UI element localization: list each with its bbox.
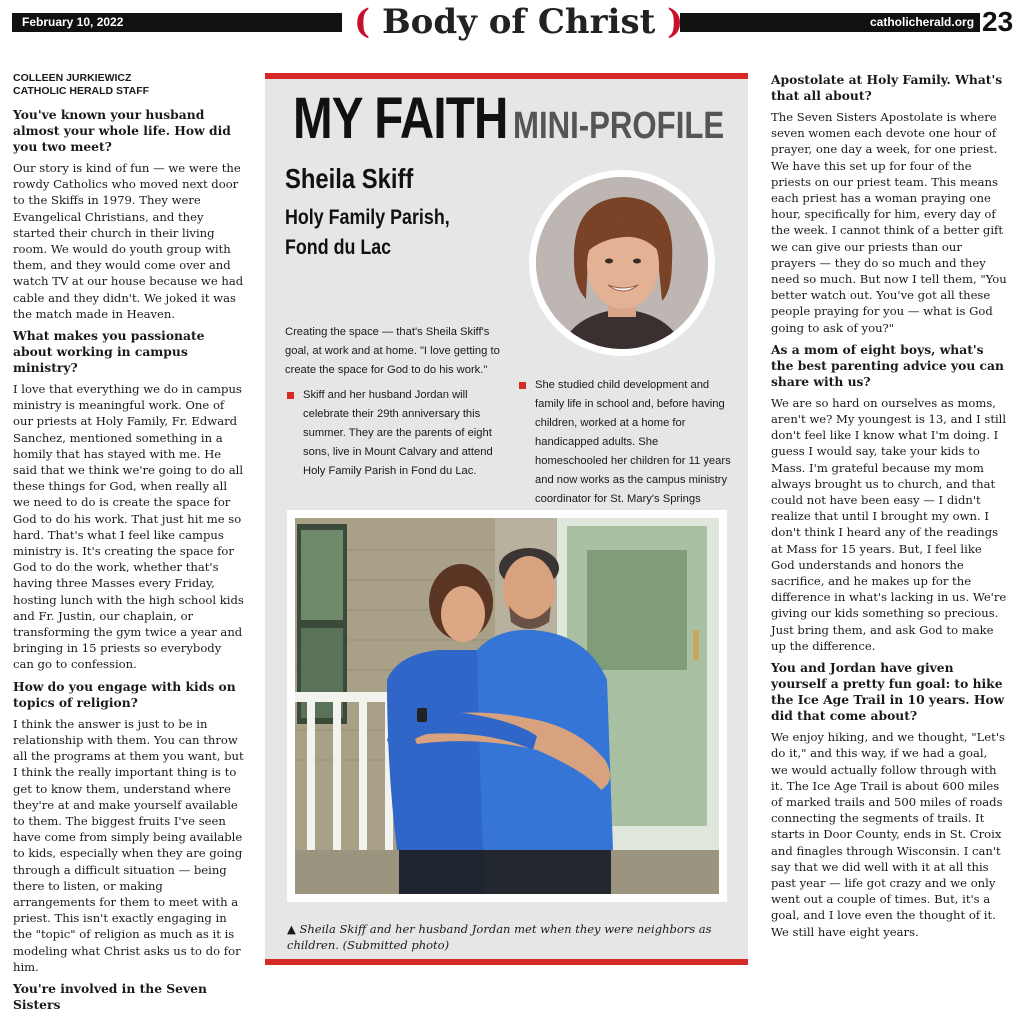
caption-triangle-icon: ▲ bbox=[287, 922, 296, 936]
bullet-item bbox=[285, 386, 515, 481]
byline-author: COLLEEN JURKIEWICZ bbox=[13, 72, 132, 84]
accent-rule-bottom bbox=[265, 959, 748, 965]
profile-intro: Creating the space — that's Sheila Skiff's goal, at work and at home. "I love getting to create the space for God to do his work." bbox=[285, 326, 500, 376]
section-title-text: Body of Christ bbox=[381, 2, 656, 42]
profile-bullet bbox=[285, 386, 515, 481]
couple-photo bbox=[287, 510, 727, 902]
bullet-item bbox=[517, 376, 732, 528]
bullet-square-icon bbox=[519, 382, 526, 389]
mini-profile-box bbox=[265, 73, 748, 965]
bullet-square-icon bbox=[287, 392, 294, 399]
accent-rule-top bbox=[265, 73, 748, 79]
answer: We enjoy hiking, and we thought, "Let's do it," and this way, if we had a goal, we would actually follow through with it. The Ice Age Trail is about 600 miles of marked trails and 500 miles of roads connecting the segments of trails. It starts in Door County, ends in St. Croix and finagles through Wisconsin. I can't say that we did well with it at all this past year — life got crazy and we only went out a couple of times. But, it's a goal, and I love even the thought of it. We still have eight years. bbox=[771, 730, 1005, 939]
answer: We are so hard on ourselves as moms, aren't we? My youngest is 13, and I still don't feel like I know what I'm doing. I guess I would say, take your kids to Mass. I'm grateful because my mom always brought us to church, and that could not have been easy — I didn't realize that until I brought my own. I don't think I heard any of the readings at Mass for 15 years. But, I feel like God understands and honors the sacrifice, and he makes up for the difference in what's lacking in us. We're giving our kids something so precious. Just bring them, and ask God to make up the difference. bbox=[771, 395, 1007, 653]
question: You and Jordan have given yourself a pretty fun goal: to hike the Ice Age Trail in 10 years. How did that come about? bbox=[771, 660, 1005, 724]
right-column bbox=[771, 72, 1007, 946]
byline-affiliation: CATHOLIC HERALD STAFF bbox=[13, 85, 150, 97]
answer: The Seven Sisters Apostolate is where seven women each devote one hour of prayer, one day a week, for one priest. We have this set up for four of the priests on our priest team. This means each priest has a woman praying one hour, specifically for him, every day of the week. I cannot think of a better gift we can give our priests than our prayers — they do so much and they need so much. But now I tell them, "You better watch out. You've got all these people praying for you — what is God going to ask of you?" bbox=[771, 110, 1007, 335]
site-url: catholicherald.org bbox=[870, 15, 975, 29]
question: You've known your husband almost your whole life. How did you two meet? bbox=[13, 107, 231, 154]
left-column bbox=[13, 72, 245, 1018]
masthead bbox=[12, 2, 1014, 42]
byline bbox=[13, 72, 245, 98]
photo-caption bbox=[287, 921, 727, 953]
answer: I love that everything we do in campus ministry is meaningful work. One of our priests at Holy Family, Fr. Edward Sanchez, mentioned something in a homily that has stayed with me. He said that we think we're going to do all these things for God, when really all we need to do is create the space for God to do his work. That just hit me so hard. That's what I feel like campus ministry is. It's creating the space for God to do the work, whether that's having three Masses every Friday, hosting lunch with the high school kids and Fr. Justin, our chaplain, or transforming the gym twice a year and bringing in 15 priests so everybody can go to confession. bbox=[13, 382, 244, 672]
question-continued: You're involved in the Seven Sisters bbox=[13, 980, 207, 1012]
caption-text: Sheila Skiff and her husband Jordan met when they were neighbors as children. (Submitted photo) bbox=[287, 922, 712, 952]
mini-profile-heading: MINI-PROFILE bbox=[513, 105, 725, 147]
parish-line: Holy Family Parish, bbox=[285, 206, 450, 229]
issue-date: February 10, 2022 bbox=[22, 15, 124, 29]
answer: Our story is kind of fun — we were the rowdy Catholics who moved next door to the Skiffs in 1979. They were Evangelical Christians, and they started their church in their living room. We would do youth group with them, and they would come over and watch TV at our house because we had cable and they didn't. We joked it was the match made in Heaven. bbox=[13, 161, 244, 321]
profile-bullet bbox=[517, 376, 732, 528]
left-paren-ornament: ( bbox=[354, 2, 371, 42]
section-title bbox=[354, 2, 684, 42]
answer: I think the answer is just to be in relationship with them. You can throw all the programs at them you want, but I think the really important thing is to get to know them, understand where they're at and make yourself available to them. The biggest fruits I've seen have come from simply being available to kids, especially when they are going through a difficult situation — being there to listen, or making arrangements for them to meet with a priest. This isn't exactly engaging in the "topic" of religion as much as it is modeling what Christ asks us to do for him. bbox=[13, 716, 244, 974]
question: How do you engage with kids on topics of religion? bbox=[13, 678, 236, 710]
question: As a mom of eight boys, what's the best parenting advice you can share with us? bbox=[771, 341, 1004, 389]
profile-name: Sheila Skiff bbox=[285, 163, 414, 194]
page-number: 23 bbox=[982, 6, 1014, 37]
profile-parish bbox=[285, 203, 450, 263]
question: Apostolate at Holy Family. What's that all about? bbox=[771, 72, 1003, 103]
right-paren-ornament: ) bbox=[667, 2, 684, 42]
bullet-text: Skiff and her husband Jordan will celebrate their 29th anniversary this summer. They are the parents of eight sons, live in Mount Calvary and attend Holy Family Parish in Fond du Lac. bbox=[303, 389, 493, 477]
parish-line: Fond du Lac bbox=[285, 236, 392, 259]
bullet-text: She studied child development and family life in school and, before having children, worked at a home for handicapped adults. She homeschooled her children for 11 years and now works as the campus ministry coordinator for St. Mary's Springs bbox=[535, 379, 731, 505]
portrait-photo bbox=[528, 169, 716, 357]
question: What makes you passionate about working in campus ministry? bbox=[13, 328, 205, 376]
my-faith-heading: MY FAITH bbox=[293, 86, 508, 151]
